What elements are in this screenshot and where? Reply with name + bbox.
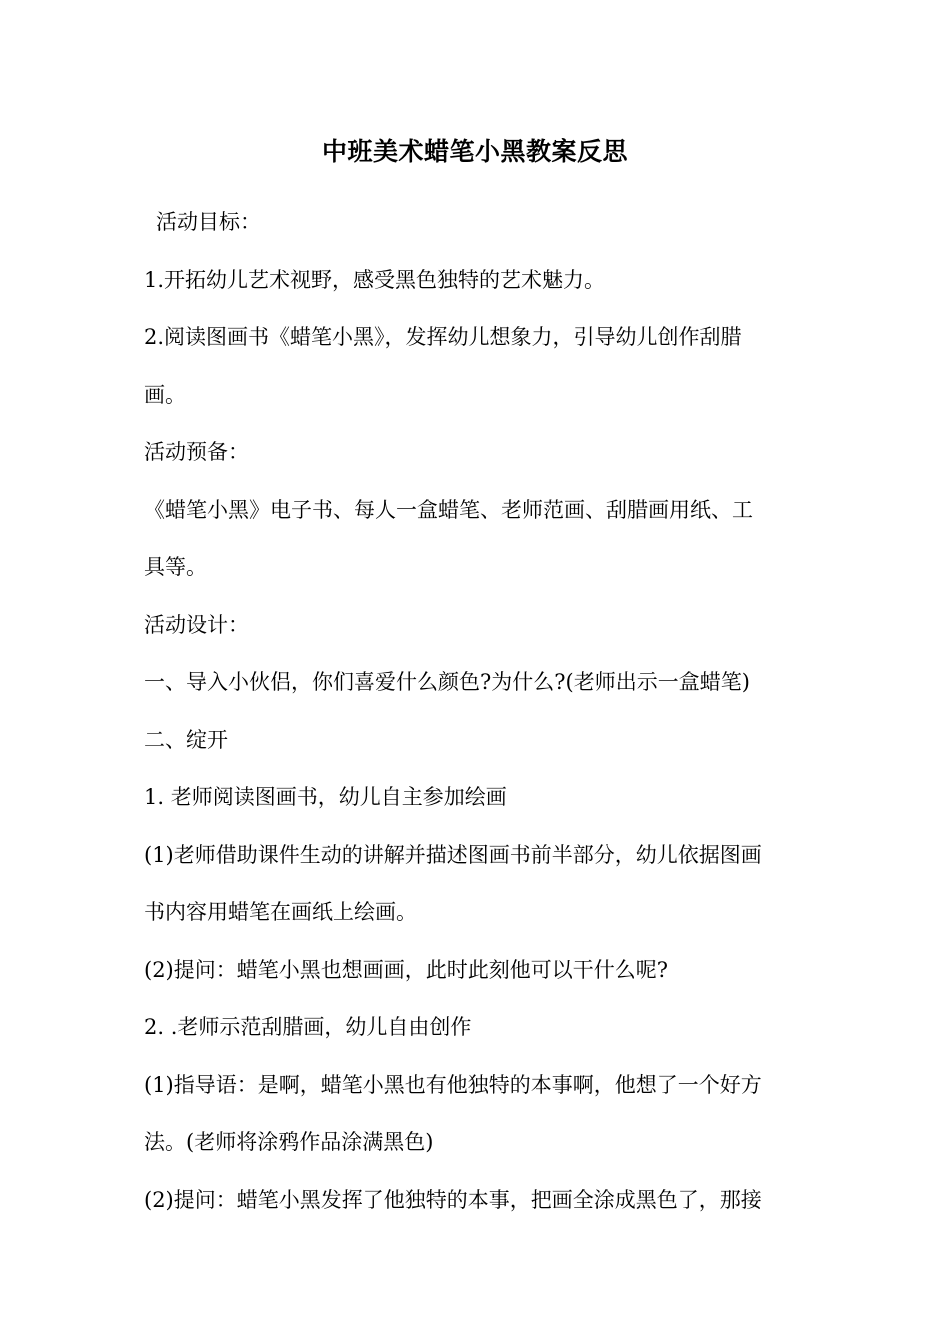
paragraph-line: (2)提问：蜡笔小黑也想画画，此时此刻他可以干什么呢? bbox=[144, 957, 669, 982]
paragraph-line: 二、绽开 bbox=[144, 727, 228, 752]
paragraph-line: 具等。 bbox=[144, 555, 207, 579]
paragraph-line: (1)指导语：是啊，蜡笔小黑也有他独特的本事啊，他想了一个好方 bbox=[144, 1072, 762, 1097]
heading-activity-preparation: 活动预备： bbox=[144, 440, 249, 464]
heading-activity-goals: 活动目标： bbox=[156, 210, 261, 234]
paragraph-line: 2.阅读图画书《蜡笔小黑》，发挥幼儿想象力，引导幼儿创作刮腊 bbox=[144, 325, 742, 349]
paragraph-line: (1)老师借助课件生动的讲解并描述图画书前半部分，幼儿依据图画 bbox=[144, 842, 762, 867]
paragraph-line: 法。(老师将涂鸦作品涂满黑色) bbox=[144, 1130, 434, 1154]
paragraph-line: 1.开拓幼儿艺术视野，感受黑色独特的艺术魅力。 bbox=[144, 267, 606, 292]
paragraph-line: 《蜡笔小黑》电子书、每人一盒蜡笔、老师范画、刮腊画用纸、工 bbox=[144, 497, 753, 522]
paragraph-line: (2)提问：蜡笔小黑发挥了他独特的本事，把画全涂成黑色了，那接 bbox=[144, 1187, 762, 1212]
paragraph-line: 2. .老师示范刮腊画，幼儿自由创作 bbox=[144, 1015, 472, 1039]
document-body bbox=[144, 202, 808, 1237]
page-title: 中班美术蜡笔小黑教案反思 bbox=[321, 137, 628, 166]
paragraph-line: 画。 bbox=[144, 382, 186, 407]
paragraph-line: 书内容用蜡笔在画纸上绘画。 bbox=[144, 900, 417, 924]
paragraph-line: 一、导入小伙侣，你们喜爱什么颜色?为什么?(老师出示一盒蜡笔) bbox=[144, 670, 750, 694]
heading-activity-design: 活动设计： bbox=[144, 612, 249, 637]
paragraph-line: 1. 老师阅读图画书，幼儿自主参加绘画 bbox=[144, 785, 507, 809]
